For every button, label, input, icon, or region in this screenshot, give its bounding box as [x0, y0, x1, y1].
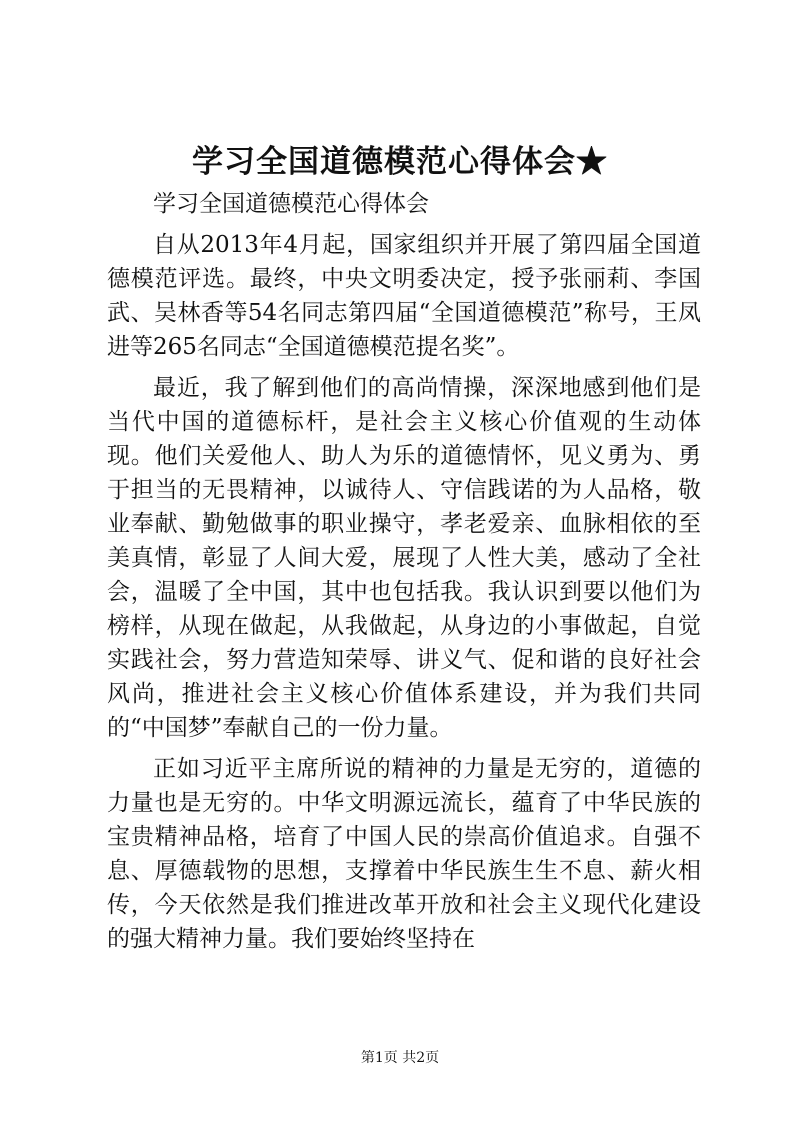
paragraph-3: 正如习近平主席所说的精神的力量是无穷的，道德的力量也是无穷的。中华文明源远流长，蕴育了中华民族的宝贵精神品格，培育了中国人民的崇高价值追求。自强不息、厚德载物的思想，支撑着中华民族生生不息、薪火相传，今天依然是我们推进改革开放和社会主义现代化建设的强大精神力量。我们要始终坚持在 [107, 756, 701, 952]
page-footer: 第1页 共2页 [360, 1050, 440, 1066]
document-title: 学习全国道德模范心得体会★ [192, 144, 608, 180]
paragraph-2: 最近，我了解到他们的高尚情操，深深地感到他们是当代中国的道德标杆，是社会主义核心价值观的生动体现。他们关爱他人、助人为乐的道德情怀，见义勇为、勇于担当的无畏精神，以诚待人、守信践诺的为人品格，敬业奉献、勤勉做事的职业操守，孝老爱亲、血脉相依的至美真情，彰显了人间大爱，展现了人性大美，感动了全社会，温暖了全中国，其中也包括我。我认识到要以他们为榜样，从现在做起，从我做起，从身边的小事做起，自觉实践社会，努力营造知荣辱、讲义气、促和谐的良好社会风尚，推进社会主义核心价值体系建设，并为我们共同的“中国梦”奉献自己的一份力量。 [107, 375, 701, 741]
paragraph-subtitle: 学习全国道德模范心得体会 [153, 191, 429, 217]
paragraph-1: 自从2013年4月起，国家组织并开展了第四届全国道德模范评选。最终，中央文明委决定，授予张丽莉、李国武、吴林香等54名同志第四届“全国道德模范”称号，王凤进等265名同志“全国道德模范提名奖”。 [107, 232, 701, 360]
document-body [107, 187, 701, 963]
